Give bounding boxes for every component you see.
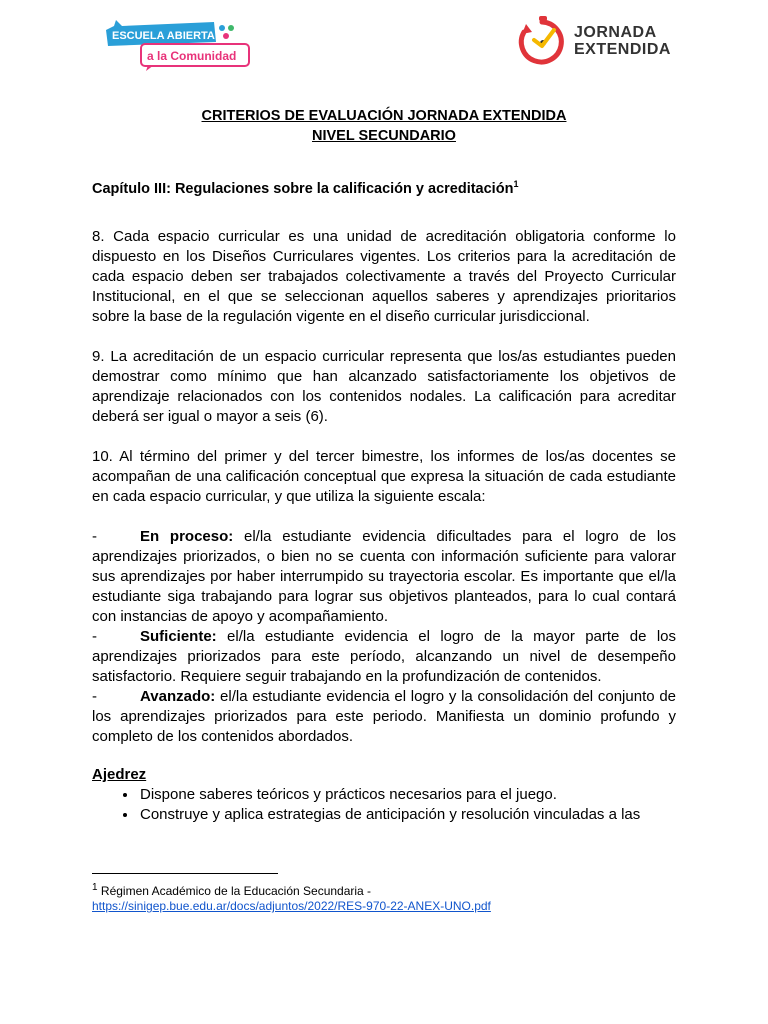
scale-term: Avanzado: xyxy=(140,687,216,705)
scale-text: el/la estudiante evidencia el logro de la mayor parte de los aprendizajes priorizados para este período, alcanzando un nivel de desempeño satisfactorio. Requiere seguir trabajando en la profundización de contenidos. xyxy=(92,627,676,685)
ajedrez-heading: Ajedrez xyxy=(92,765,147,783)
chapter-text: Capítulo III: Regulaciones sobre la calificación y acreditación xyxy=(92,180,514,197)
scale-item-suficiente: - Suficiente: el/la estudiante evidencia el logro de la mayor parte de los aprendizajes priorizados para este período, alcanzando un nivel de desempeño satisfactorio. Requiere seguir trabajando en la profundización de contenidos. xyxy=(92,627,676,685)
footnote-text: Régimen Académico de la Educación Secundaria - xyxy=(97,884,372,898)
footnote-ref: 1 xyxy=(513,179,519,189)
footnote xyxy=(92,880,676,914)
list-item: • Dispone saberes teóricos y prácticos necesarios para el juego. xyxy=(138,785,676,805)
paragraph-9: 9. La acreditación de un espacio curricular representa que los/as estudiantes pueden demostrar como mínimo que han alcanzado satisfactoriamente los objetivos de aprendizaje relacionados con los contenidos nodales. La calificación para acreditar deberá ser igual o mayor a seis (6). xyxy=(92,347,676,425)
chapter-heading xyxy=(92,174,676,199)
clock-icon xyxy=(516,16,570,68)
scale-term: En proceso: xyxy=(140,527,234,545)
document-title xyxy=(92,106,676,146)
escuela-abierta-logo xyxy=(104,16,254,72)
footnote-divider xyxy=(92,873,278,874)
list-item: • Construye y aplica estrategias de anticipación y resolución vinculadas a las xyxy=(138,805,676,825)
scale-text: el/la estudiante evidencia el logro y la consolidación del conjunto de los aprendizajes priorizados para este periodo. Manifiesta un dominio profundo y completo de los contenidos abordados. xyxy=(92,687,676,745)
document-body xyxy=(92,106,676,825)
scale-item-avanzado: - Avanzado: el/la estudiante evidencia el logro y la consolidación del conjunto de los aprendizajes priorizados para este periodo. Manifiesta un dominio profundo y completo de los contenidos abordados. xyxy=(92,687,676,745)
page-header xyxy=(0,0,768,80)
footnote-link[interactable]: https://sinigep.bue.edu.ar/docs/adjuntos/2022/RES-970-22-ANEX-UNO.pdf xyxy=(92,899,491,913)
scale-term: Suficiente: xyxy=(140,627,217,645)
logo-text-jornada: JORNADA xyxy=(574,24,657,41)
scale-text: el/la estudiante evidencia dificultades para el logro de los aprendizajes priorizados, o bien no se cuenta con información suficiente para valorar sus aprendizajes por haber interrumpido su trayectoria escolar. Es importante que el/la estudiante siga trabajando para lograr sus objetivos planteados, para lo cual contará con instancias de apoyo y acompañamiento. xyxy=(92,527,677,625)
svg-text:a la Comunidad: a la Comunidad xyxy=(147,49,237,63)
paragraph-8: 8. Cada espacio curricular es una unidad de acreditación obligatoria conforme lo dispuesto en los Diseños Curriculares vigentes. Los criterios para la acreditación de cada espacio deben ser trabajados colectivamente a través del Proyecto Curricular Institucional, en el que se seleccionan aquellos saberes y aprendizajes prioritarios sobre la base de la regulación vigente en el diseño curricular jurisdiccional. xyxy=(92,227,676,325)
grading-scale-list xyxy=(92,527,676,747)
scale-item-en-proceso: - En proceso: el/la estudiante evidencia dificultades para el logro de los aprendizajes priorizados, o bien no se cuenta con información suficiente para valorar sus aprendizajes por haber interrumpido su trayectoria escolar. Es importante que el/la estudiante siga trabajando para lograr sus objetivos planteados, para lo cual contará con instancias de apoyo y acompañamiento. xyxy=(92,527,677,625)
jornada-extendida-logo xyxy=(516,16,676,68)
svg-text:ESCUELA ABIERTA: ESCUELA ABIERTA xyxy=(112,30,215,42)
title-line-2: NIVEL SECUNDARIO xyxy=(312,128,456,144)
paragraph-10: 10. Al término del primer y del tercer bimestre, los informes de los/as docentes se acompañan de una calificación conceptual que expresa la situación de cada estudiante en cada espacio curricular, y que utiliza la siguiente escala: xyxy=(92,447,676,505)
title-line-1: CRITERIOS DE EVALUACIÓN JORNADA EXTENDIDA xyxy=(201,108,567,124)
logo-text-extendida: EXTENDIDA xyxy=(574,41,671,58)
footnote-number: 1 xyxy=(92,882,98,893)
ajedrez-bullet-list xyxy=(92,785,676,825)
